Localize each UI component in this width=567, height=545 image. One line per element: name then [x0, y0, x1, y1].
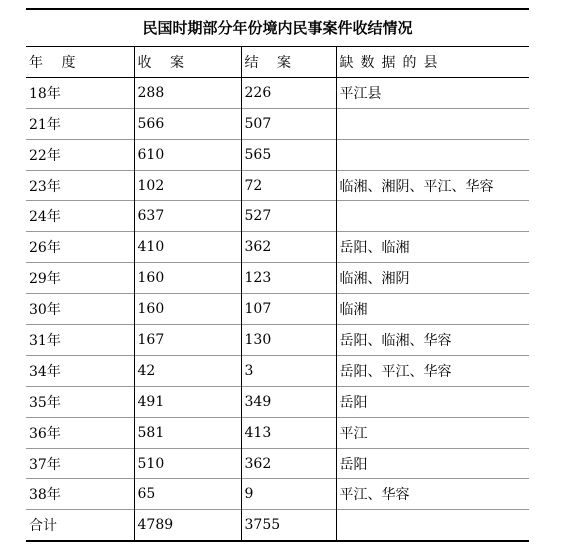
table-row	[26, 170, 529, 201]
cell-received: 102	[134, 170, 241, 201]
cell-closed: 3	[241, 355, 336, 386]
cell-year: 29年	[29, 271, 61, 288]
cell-year: 38年	[29, 487, 61, 504]
cell-year: 36年	[29, 425, 61, 442]
header-year: 年 度	[29, 54, 83, 71]
cell-year: 31年	[29, 332, 61, 349]
cell-missing-counties: 平江、华容	[336, 479, 529, 510]
header-closed: 结 案	[241, 47, 336, 78]
cell-missing-counties: 临湘	[336, 294, 529, 325]
cell-closed: 362	[241, 448, 336, 479]
table-row	[26, 201, 529, 232]
cell-closed: 107	[241, 294, 336, 325]
cell-closed: 226	[241, 77, 336, 108]
cell-received: 288	[134, 77, 241, 108]
cell-closed: 349	[241, 386, 336, 417]
table-row	[26, 479, 529, 510]
cell-missing-counties: 平江	[336, 417, 529, 448]
cell-missing-counties: 岳阳、平江、华容	[336, 355, 529, 386]
cell-total-closed: 3755	[241, 510, 336, 541]
cell-received: 581	[134, 417, 241, 448]
table-row	[26, 108, 529, 139]
cell-closed: 123	[241, 263, 336, 294]
cell-missing-counties: 临湘、湘阴	[336, 263, 529, 294]
header-missing-counties: 缺数据的县	[336, 47, 529, 78]
cell-total-received: 4789	[134, 510, 241, 541]
cell-year: 24年	[29, 209, 61, 226]
header-row	[26, 47, 529, 78]
table-row	[26, 77, 529, 108]
cell-received: 637	[134, 201, 241, 232]
table-row	[26, 232, 529, 263]
table-row	[26, 417, 529, 448]
cell-missing-counties: 岳阳、临湘	[336, 232, 529, 263]
cell-year: 18年	[29, 85, 61, 102]
cell-received: 510	[134, 448, 241, 479]
cell-closed: 9	[241, 479, 336, 510]
cell-received: 167	[134, 325, 241, 356]
cell-year: 21年	[29, 116, 61, 133]
cell-closed: 565	[241, 139, 336, 170]
cell-missing-counties: 岳阳	[336, 448, 529, 479]
cases-table	[26, 46, 529, 542]
cell-received: 160	[134, 263, 241, 294]
table-row	[26, 325, 529, 356]
cell-missing-counties	[336, 510, 529, 541]
cell-year: 22年	[29, 147, 61, 164]
cell-received: 42	[134, 355, 241, 386]
cell-missing-counties	[336, 139, 529, 170]
table-title: 民国时期部分年份境内民事案件收结情况	[142, 19, 413, 37]
cell-total-label: 合计	[29, 518, 57, 535]
cell-received: 410	[134, 232, 241, 263]
cell-received: 160	[134, 294, 241, 325]
total-row	[26, 510, 529, 541]
cell-missing-counties	[336, 201, 529, 232]
table-row	[26, 355, 529, 386]
cell-received: 491	[134, 386, 241, 417]
cell-year: 26年	[29, 240, 61, 257]
cell-missing-counties	[336, 108, 529, 139]
cell-missing-counties: 平江县	[336, 77, 529, 108]
cell-closed: 72	[241, 170, 336, 201]
cell-closed: 527	[241, 201, 336, 232]
cell-missing-counties: 岳阳、临湘、华容	[336, 325, 529, 356]
cell-closed: 130	[241, 325, 336, 356]
cell-year: 37年	[29, 456, 61, 473]
cell-received: 566	[134, 108, 241, 139]
top-rule	[26, 8, 529, 10]
cell-closed: 507	[241, 108, 336, 139]
cell-year: 23年	[29, 178, 61, 195]
cell-year: 34年	[29, 363, 61, 380]
header-received: 收 案	[134, 47, 241, 78]
cell-closed: 413	[241, 417, 336, 448]
cell-closed: 362	[241, 232, 336, 263]
table-row	[26, 448, 529, 479]
cell-received: 65	[134, 479, 241, 510]
table-row	[26, 263, 529, 294]
cell-missing-counties: 临湘、湘阴、平江、华容	[336, 170, 529, 201]
table-row	[26, 294, 529, 325]
cell-year: 35年	[29, 394, 61, 411]
cell-year: 30年	[29, 302, 61, 319]
cell-missing-counties: 岳阳	[336, 386, 529, 417]
table-row	[26, 386, 529, 417]
cell-received: 610	[134, 139, 241, 170]
table-row	[26, 139, 529, 170]
